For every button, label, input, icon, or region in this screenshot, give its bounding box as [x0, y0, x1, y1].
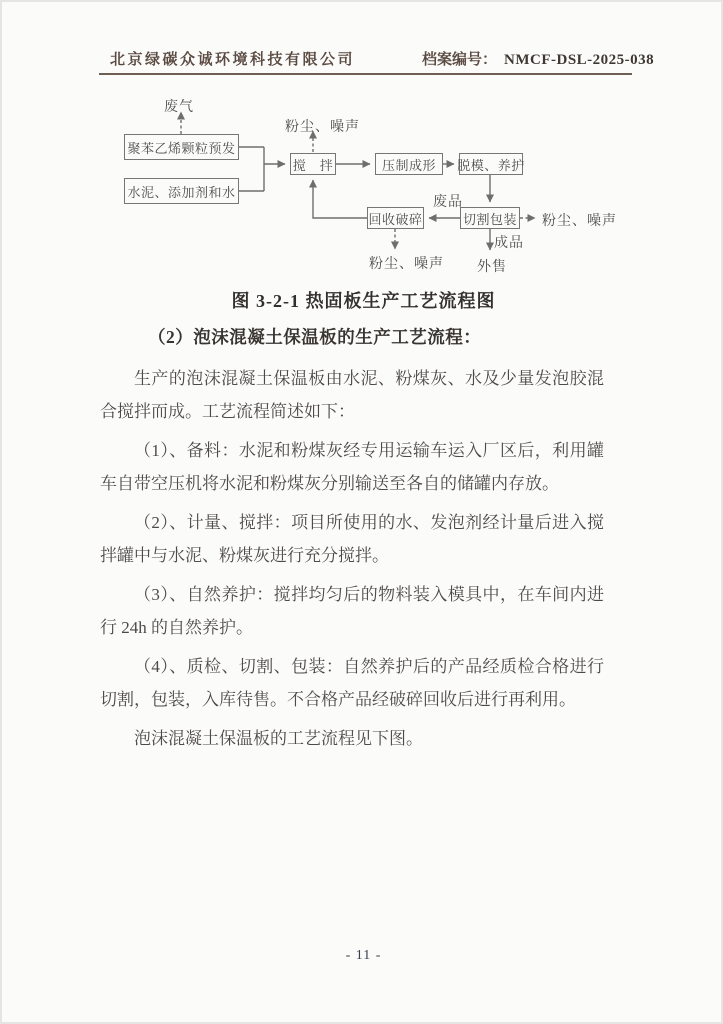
doc-number-label: 档案编号： [422, 52, 498, 68]
page-number: - 11 - [345, 948, 382, 963]
flow-box-materials: 水泥、添加剂和水 [124, 178, 239, 204]
flow-label-dust-noise-mixing: 粉尘、噪声 [285, 120, 360, 135]
paragraph-closing: 泡沫混凝土保温板的工艺流程见下图。 [134, 729, 423, 748]
flow-label-dust-noise-cutting: 粉尘、噪声 [542, 214, 617, 229]
flow-label-waste-gas: 废气 [164, 100, 194, 115]
header-doc-number [422, 48, 654, 69]
paragraph-step-3: （3）、自然养护：搅拌均匀后的物料装入模具中，在车间内进行 24h 的自然养护。 [100, 585, 604, 637]
header-company-name: 北京绿碳众诚环境科技有限公司 [110, 52, 356, 68]
flow-box-demold-cure: 脱模、养护 [459, 153, 523, 175]
paragraph-step-4: （4）、质检、切割、包装：自然养护后的产品经质检合格进行切割，包装，入库待售。不合格产品经破碎回收后进行再利用。 [100, 657, 604, 709]
flow-box-recycle-crush: 回收破碎 [367, 207, 424, 229]
section-heading: （2）泡沫混凝土保温板的生产工艺流程： [148, 327, 482, 347]
flow-box-cut-pack: 切割包装 [460, 207, 520, 229]
flow-label-sold-out: 外售 [477, 260, 507, 275]
paragraph-intro: 生产的泡沫混凝土保温板由水泥、粉煤灰、水及少量发泡胶混合搅拌而成。工艺流程简述如下： [100, 369, 604, 421]
body-text [100, 362, 604, 761]
flow-box-pre-expand: 聚苯乙烯颗粒预发 [124, 134, 239, 160]
paragraph-step-1: （1）、备料：水泥和粉煤灰经专用运输车运入厂区后，利用罐车自带空压机将水泥和粉煤灰分别输送至各自的储罐内存放。 [100, 441, 604, 493]
figure-caption: 图 3-2-1 热固板生产工艺流程图 [231, 291, 496, 311]
flow-label-finished-product: 成品 [494, 236, 524, 251]
paragraph-step-2: （2）、计量、搅拌：项目所使用的水、发泡剂经计量后进入搅拌罐中与水泥、粉煤灰进行充分搅拌。 [100, 513, 604, 565]
flow-label-scrap: 废品 [433, 195, 463, 210]
doc-number-value: NMCF-DSL-2025-038 [504, 52, 655, 68]
flow-box-mixing: 搅 拌 [290, 153, 336, 175]
flow-box-pressing: 压制成形 [375, 153, 443, 175]
header-rule [99, 73, 632, 75]
flow-label-dust-noise-crushing: 粉尘、噪声 [369, 257, 444, 272]
process-flowchart [102, 90, 642, 286]
